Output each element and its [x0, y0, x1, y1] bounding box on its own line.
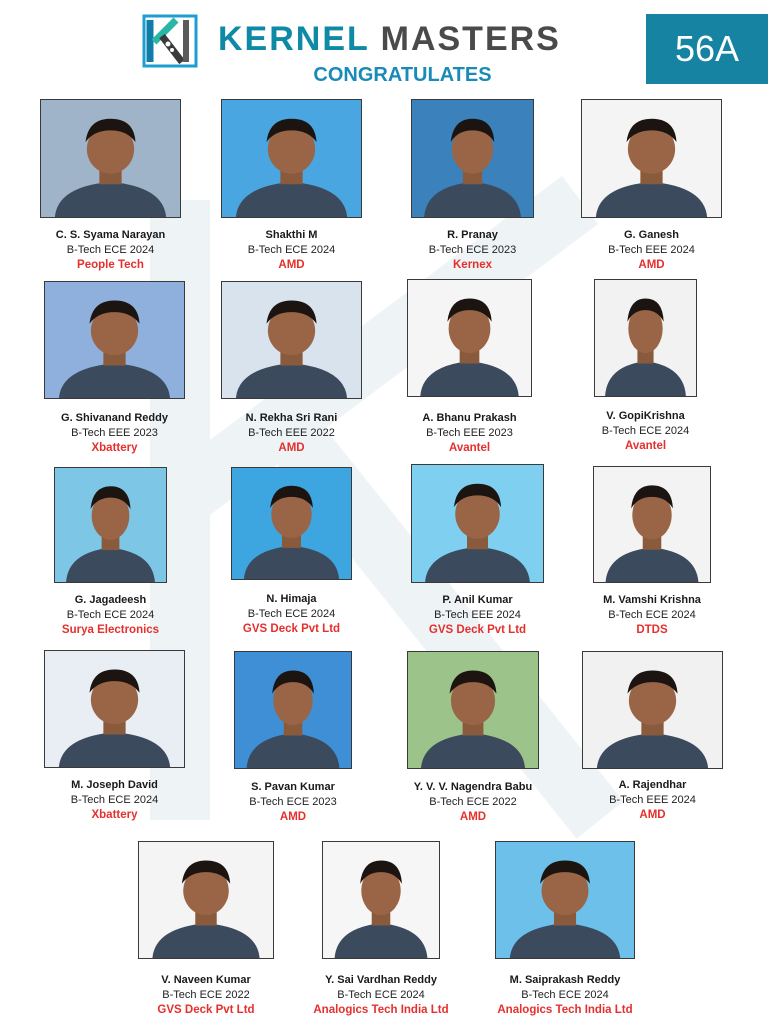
- portrait-placeholder: [222, 282, 361, 398]
- portrait-placeholder: [139, 842, 273, 958]
- student-name: Y. V. V. Nagendra Babu: [413, 781, 533, 793]
- batch-badge: 56A: [646, 14, 768, 84]
- student-degree: B-Tech ECE 2024: [70, 794, 159, 806]
- student-degree: B-Tech EEE 2024: [609, 794, 696, 806]
- student-photo: [495, 841, 635, 959]
- student-caption: [542, 228, 762, 273]
- student-company: AMD: [459, 811, 487, 823]
- student-degree: B-Tech ECE 2022: [162, 989, 250, 1001]
- student-company: Xbattery: [91, 442, 138, 454]
- student-photo: [221, 99, 362, 218]
- portrait-placeholder: [232, 468, 351, 579]
- portrait-placeholder: [45, 651, 184, 767]
- portrait-placeholder: [408, 280, 531, 396]
- student-photo: [411, 464, 544, 583]
- student-company: AMD: [278, 259, 305, 271]
- student-name: Y. Sai Vardhan Reddy: [325, 974, 437, 986]
- student-company: Avantel: [624, 440, 667, 452]
- student-photo: [54, 467, 167, 583]
- student-name: P. Anil Kumar: [442, 594, 513, 606]
- student-degree: B-Tech ECE 2024: [601, 425, 690, 437]
- student-company: GVS Deck Pvt Ltd: [157, 1004, 255, 1016]
- student-photo: [407, 651, 539, 769]
- portrait-placeholder: [55, 468, 166, 582]
- student-photo: [44, 281, 185, 399]
- student-degree: B-Tech ECE 2023: [249, 796, 337, 808]
- brand-name: [218, 20, 561, 58]
- student-company: AMD: [278, 442, 305, 454]
- student-degree: B-Tech ECE 2024: [247, 244, 336, 256]
- student-name: A. Rajendhar: [618, 779, 687, 791]
- student-caption: [542, 593, 762, 638]
- student-degree: B-Tech ECE 2022: [429, 796, 517, 808]
- student-photo: [40, 99, 181, 218]
- portrait-placeholder: [594, 467, 710, 582]
- student-degree: B-Tech EEE 2024: [434, 609, 521, 621]
- student-degree: B-Tech EEE 2024: [608, 244, 695, 256]
- portrait-placeholder: [45, 282, 184, 398]
- student-photo: [221, 281, 362, 399]
- student-company: Avantel: [448, 442, 491, 454]
- student-name: M. Vamshi Krishna: [603, 594, 701, 606]
- student-photo: [581, 99, 722, 218]
- student-degree: B-Tech ECE 2024: [337, 989, 425, 1001]
- student-photo: [44, 650, 185, 768]
- student-company: Analogics Tech India Ltd: [313, 1004, 449, 1016]
- student-photo: [231, 467, 352, 580]
- student-company: People Tech: [77, 259, 144, 271]
- student-photo: [411, 99, 534, 218]
- brand-part-2: MASTERS: [380, 20, 561, 58]
- student-caption: [543, 778, 763, 823]
- student-company: Kernex: [453, 259, 492, 271]
- student-company: AMD: [638, 259, 665, 271]
- student-company: AMD: [639, 809, 666, 821]
- student-degree: B-Tech ECE 2024: [66, 609, 155, 621]
- student-company: Xbattery: [91, 809, 138, 821]
- tagline: CONGRATULATES: [313, 64, 492, 86]
- student-degree: B-Tech EEE 2023: [426, 427, 513, 439]
- student-company: AMD: [279, 811, 307, 823]
- student-degree: B-Tech EEE 2022: [248, 427, 335, 439]
- student-caption: [536, 409, 756, 454]
- student-name: G. Shivanand Reddy: [61, 412, 168, 424]
- student-name: R. Pranay: [447, 229, 498, 241]
- student-photo: [322, 841, 440, 959]
- student-photo: [407, 279, 532, 397]
- portrait-placeholder: [235, 652, 351, 768]
- portrait-placeholder: [583, 652, 722, 768]
- student-photo: [593, 466, 711, 583]
- student-name: M. Saiprakash Reddy: [509, 974, 621, 986]
- portrait-placeholder: [41, 100, 180, 217]
- student-company: Surya Electronics: [61, 624, 160, 636]
- portrait-placeholder: [582, 100, 721, 217]
- student-degree: B-Tech EEE 2023: [71, 427, 158, 439]
- student-caption: [455, 973, 675, 1018]
- student-photo: [138, 841, 274, 959]
- student-name: G. Ganesh: [623, 229, 680, 241]
- student-company: GVS Deck Pvt Ltd: [428, 624, 527, 636]
- student-name: N. Rekha Sri Rani: [245, 412, 338, 424]
- student-degree: B-Tech ECE 2024: [608, 609, 696, 621]
- student-company: GVS Deck Pvt Ltd: [242, 623, 341, 635]
- portrait-placeholder: [412, 100, 533, 217]
- student-name: V. GopiKrishna: [606, 410, 685, 422]
- student-name: N. Himaja: [266, 593, 317, 605]
- kernel-masters-logo: [142, 14, 198, 68]
- student-name: Shakthi M: [265, 229, 318, 241]
- student-company: DTDS: [636, 624, 668, 636]
- student-name: V. Naveen Kumar: [161, 974, 251, 986]
- student-photo: [234, 651, 352, 769]
- portrait-placeholder: [412, 465, 543, 582]
- portrait-placeholder: [222, 100, 361, 217]
- brand-part-1: KERNEL: [218, 20, 370, 58]
- student-degree: B-Tech ECE 2024: [247, 608, 336, 620]
- portrait-placeholder: [323, 842, 439, 958]
- student-photo: [582, 651, 723, 769]
- student-name: A. Bhanu Prakash: [422, 412, 517, 424]
- student-company: Analogics Tech India Ltd: [497, 1004, 633, 1016]
- portrait-placeholder: [496, 842, 634, 958]
- portrait-placeholder: [595, 280, 696, 396]
- student-name: G. Jagadeesh: [74, 594, 147, 606]
- student-degree: B-Tech ECE 2024: [66, 244, 155, 256]
- portrait-placeholder: [408, 652, 538, 768]
- student-degree: B-Tech ECE 2023: [428, 244, 517, 256]
- student-name: M. Joseph David: [71, 779, 158, 791]
- student-name: S. Pavan Kumar: [251, 781, 335, 793]
- student-photo: [594, 279, 697, 397]
- student-name: C. S. Syama Narayan: [55, 229, 166, 241]
- student-degree: B-Tech ECE 2024: [521, 989, 609, 1001]
